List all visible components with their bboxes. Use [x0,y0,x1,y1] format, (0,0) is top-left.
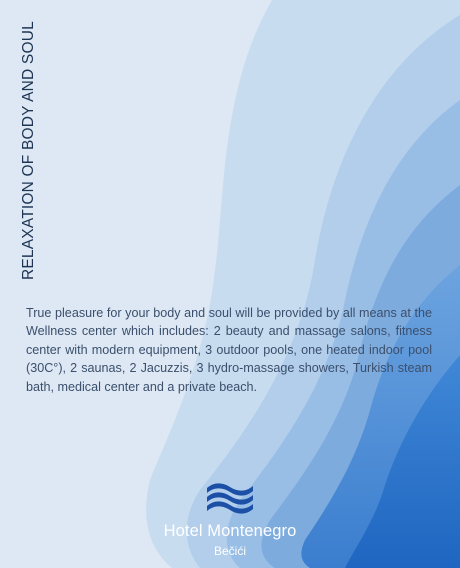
description-paragraph: True pleasure for your body and soul will be provided by all means at the Wellness center which includes: 2 beauty and massage salons, fitness center with modern equipment, 3 outdoor pools, one heated indoor pool (30C°), 2 saunas, 2 Jacuzzis, 3 hydro-massage showers, Turkish steam bath, medical center and a private beach. [26,306,432,394]
hotel-logo [160,480,300,558]
hotel-name: Hotel Montenegro [163,522,297,540]
hotel-location: Bečići [213,544,246,558]
waves-icon [204,480,256,514]
vertical-title: RELAXATION OF BODY AND SOUL [20,21,37,280]
